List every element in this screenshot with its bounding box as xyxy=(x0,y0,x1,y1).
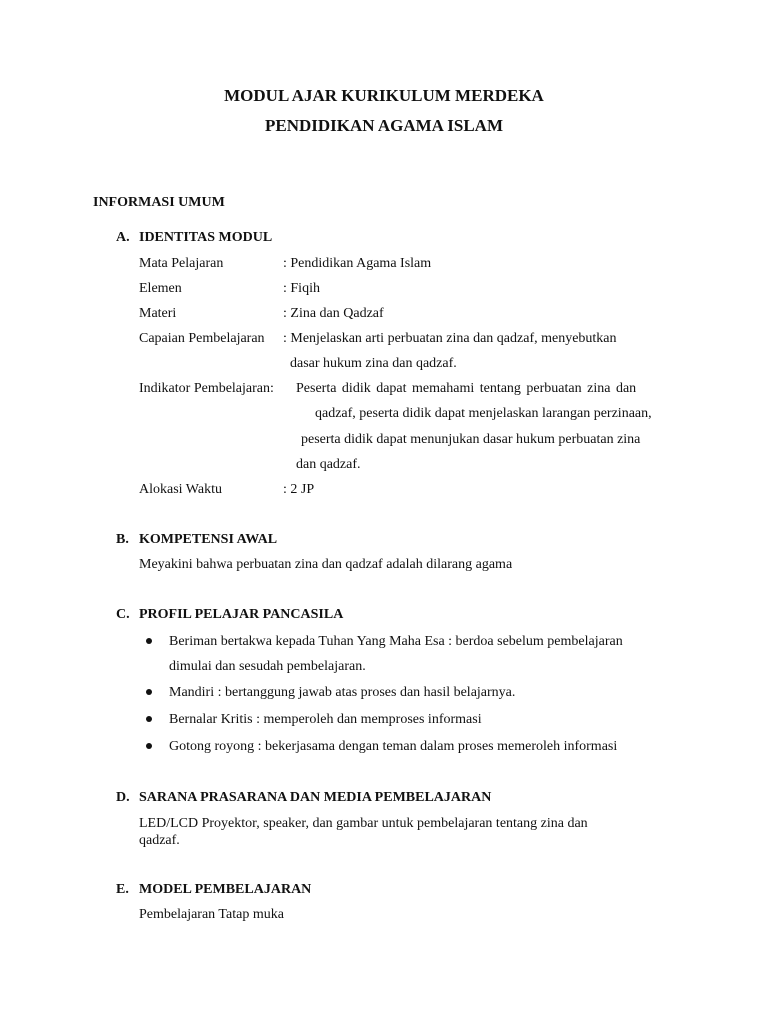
indikator-line-1: Peserta didik dapat memahami tentang perbuatan zina dan xyxy=(296,381,637,396)
materi-value: : Zina dan Qadzaf xyxy=(283,306,384,321)
indikator-line-2: qadzaf, peserta didik dapat menjelaskan larangan perzinaan, xyxy=(315,406,652,421)
materi-label: Materi xyxy=(139,306,177,321)
section-d-heading: SARANA PRASARANA DAN MEDIA PEMBELAJARAN xyxy=(139,790,492,805)
alokasi-value: : 2 JP xyxy=(283,482,315,497)
alokasi-label: Alokasi Waktu xyxy=(139,482,222,497)
section-e-marker: E. xyxy=(116,882,129,897)
document-subtitle: PENDIDIKAN AGAMA ISLAM xyxy=(264,116,504,135)
profil-item-3: Bernalar Kritis : memperoleh dan memproses informasi xyxy=(169,712,482,727)
section-e-text: Pembelajaran Tatap muka xyxy=(139,907,284,922)
profil-item-4: Gotong royong : bekerjasama dengan teman dalam proses memeroleh informasi xyxy=(169,739,618,754)
bullet-icon xyxy=(146,638,152,644)
section-e-heading: MODEL PEMBELAJARAN xyxy=(139,882,312,897)
section-a-marker: A. xyxy=(116,230,130,245)
elemen-value: : Fiqih xyxy=(283,281,320,296)
bullet-icon xyxy=(146,743,152,749)
bullet-icon xyxy=(146,716,152,722)
section-d-marker: D. xyxy=(116,790,130,805)
bullet-icon xyxy=(146,689,152,695)
elemen-label: Elemen xyxy=(139,281,182,296)
section-b-heading: KOMPETENSI AWAL xyxy=(139,532,278,547)
indikator-line-4: dan qadzaf. xyxy=(296,457,361,472)
section-d-line-2: qadzaf. xyxy=(139,833,180,848)
profil-item-1-line-1: Beriman bertakwa kepada Tuhan Yang Maha Esa : berdoa sebelum pembelajaran xyxy=(169,634,623,649)
section-b-text: Meyakini bahwa perbuatan zina dan qadzaf adalah dilarang agama xyxy=(139,557,513,572)
capaian-label: Capaian Pembelajaran xyxy=(139,331,265,346)
info-umum-heading: INFORMASI UMUM xyxy=(93,195,225,210)
section-c-marker: C. xyxy=(116,607,130,622)
profil-item-2: Mandiri : bertanggung jawab atas proses dan hasil belajarnya. xyxy=(169,685,516,700)
section-a-heading: IDENTITAS MODUL xyxy=(139,230,273,245)
section-b-marker: B. xyxy=(116,532,129,547)
capaian-line-1: : Menjelaskan arti perbuatan zina dan qadzaf, menyebutkan xyxy=(283,331,617,346)
indikator-label: Indikator Pembelajaran: xyxy=(139,381,274,396)
capaian-line-2: dasar hukum zina dan qadzaf. xyxy=(290,356,457,371)
section-d-line-1: LED/LCD Proyektor, speaker, dan gambar untuk pembelajaran tentang zina dan xyxy=(139,816,588,831)
mata-pelajaran-label: Mata Pelajaran xyxy=(139,256,224,271)
profil-item-1-line-2: dimulai dan sesudah pembelajaran. xyxy=(169,659,366,674)
section-c-heading: PROFIL PELAJAR PANCASILA xyxy=(139,607,344,622)
document-title: MODUL AJAR KURIKULUM MERDEKA xyxy=(224,86,544,105)
indikator-line-3: peserta didik dapat menunjukan dasar hukum perbuatan zina xyxy=(301,432,641,447)
mata-pelajaran-value: : Pendidikan Agama Islam xyxy=(283,256,432,271)
